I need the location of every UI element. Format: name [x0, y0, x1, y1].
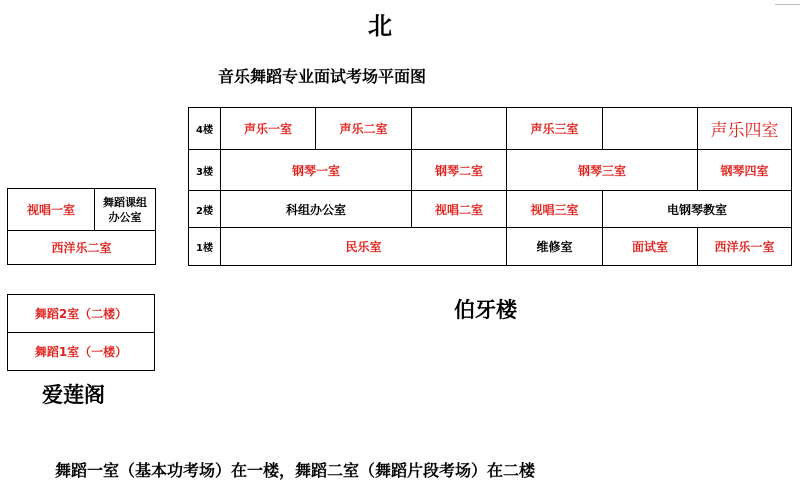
- room-digital-piano: 电钢琴教室: [602, 190, 792, 228]
- room-dance-office-line1: 舞蹈课组: [103, 195, 147, 209]
- room-empty-4b: [602, 107, 698, 150]
- room-repair: 维修室: [506, 227, 603, 266]
- main-building-name: 伯牙楼: [454, 297, 517, 322]
- room-dance-office-line2: 办公室: [108, 210, 142, 224]
- room-empty-4a: [411, 107, 507, 150]
- compass-north-label: 北: [368, 11, 392, 40]
- room-vocal-4: 声乐四室: [697, 107, 792, 150]
- room-dance-office: [94, 188, 156, 231]
- room-western-music-2: 西洋乐二室: [7, 230, 156, 265]
- diagram-title: 音乐舞蹈专业面试考场平面图: [218, 67, 427, 86]
- room-vocal-1: 声乐一室: [220, 107, 316, 150]
- floor-label-3: 3楼: [188, 149, 221, 191]
- room-sightsinging-2: 视唱二室: [411, 190, 507, 228]
- ailian-building-name: 爱莲阁: [42, 382, 105, 407]
- room-vocal-2: 声乐二室: [315, 107, 412, 150]
- room-department-office: 科组办公室: [220, 190, 412, 228]
- room-piano-3: 钢琴三室: [506, 149, 698, 191]
- room-piano-2: 钢琴二室: [411, 149, 507, 191]
- room-western-music-1: 西洋乐一室: [697, 227, 792, 266]
- room-piano-1: 钢琴一室: [220, 149, 412, 191]
- room-sightsinging-1: 视唱一室: [7, 188, 95, 231]
- corner-mark: [775, 0, 800, 5]
- room-piano-4: 钢琴四室: [697, 149, 792, 191]
- room-sightsinging-3: 视唱三室: [506, 190, 603, 228]
- room-dance-2: 舞蹈2室（二楼）: [7, 294, 155, 333]
- room-interview: 面试室: [602, 227, 698, 266]
- floor-label-1: 1楼: [188, 227, 221, 266]
- room-dance-1: 舞蹈1室（一楼）: [7, 332, 155, 371]
- floor-label-2: 2楼: [188, 190, 221, 228]
- room-vocal-3: 声乐三室: [506, 107, 603, 150]
- footer-note: 舞蹈一室（基本功考场）在一楼，舞蹈二室（舞蹈片段考场）在二楼: [55, 461, 536, 480]
- room-folk-music: 民乐室: [220, 227, 507, 266]
- floor-label-4: 4楼: [188, 107, 221, 150]
